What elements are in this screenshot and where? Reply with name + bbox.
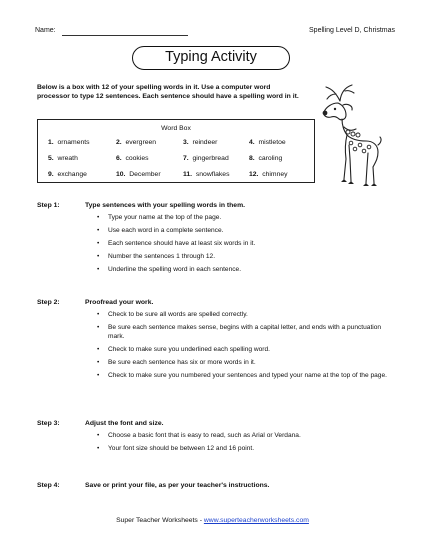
step-label: Step 3: [37,420,60,427]
word-cell: 11. snowflakes [183,171,230,178]
word-cell: 5. wreath [48,155,78,162]
word-cell: 6. cookies [116,155,149,162]
bullet-item: • Underline the spelling word in each sentence. [97,266,387,275]
word-cell: 4. mistletoe [249,139,286,146]
bullet-item: • Number the sentences 1 through 12. [97,253,387,262]
footer [0,517,425,524]
page-title: Typing Activity [132,46,290,70]
worksheet-header [35,27,395,39]
word-box-title: Word Box [161,125,191,132]
step-label: Step 2: [37,299,60,306]
footer-text: Super Teacher Worksheets - [116,517,204,524]
name-line [62,35,188,36]
bullet-item: • Be sure each sentence has six or more words in it. [97,359,387,368]
bullet-item: • Your font size should be between 12 and 16 point. [97,445,387,454]
bullet-item: • Use each word in a complete sentence. [97,227,387,236]
reindeer-icon [318,79,386,189]
step-bullets [97,432,387,458]
name-label: Name: [35,27,56,34]
bullet-item: • Check to be sure all words are spelled correctly. [97,311,387,320]
word-box [37,119,315,183]
bullet-item: • Be sure each sentence makes sense, begins with a capital letter, and ends with a punctuation mark. [97,324,387,341]
step-label: Step 4: [37,482,60,489]
word-cell: 7. gingerbread [183,155,229,162]
step-bullets [97,214,387,279]
word-cell: 9. exchange [48,171,87,178]
level-text: Spelling Level D, Christmas [309,27,395,34]
bullet-item: • Each sentence should have at least six words in it. [97,240,387,249]
bullet-item: • Check to make sure you numbered your sentences and typed your name at the top of the page. [97,372,387,381]
word-cell: 1. ornaments [48,139,90,146]
word-cell: 10. December [116,171,161,178]
bullet-item: • Check to make sure you underlined each spelling word. [97,346,387,355]
step-title: Save or print your file, as per your teacher's instructions. [85,482,270,489]
word-cell: 2. evergreen [116,139,157,146]
footer-link[interactable]: www.superteacherworksheets.com [203,517,309,524]
step-title: Type sentences with your spelling words in them. [85,202,246,209]
word-cell: 3. reindeer [183,139,218,146]
word-cell: 12. chimney [249,171,288,178]
step-bullets [97,311,387,385]
step-title: Adjust the font and size. [85,420,164,427]
step-title: Proofread your work. [85,299,154,306]
step-label: Step 1: [37,202,60,209]
intro-text: Below is a box with 12 of your spelling words in it. Use a computer word processor to type 12 sentences. Each sentence should have a spelling word in it. [37,84,299,101]
bullet-item: • Type your name at the top of the page. [97,214,387,223]
word-cell: 8. caroling [249,155,283,162]
bullet-item: • Choose a basic font that is easy to read, such as Arial or Verdana. [97,432,387,441]
